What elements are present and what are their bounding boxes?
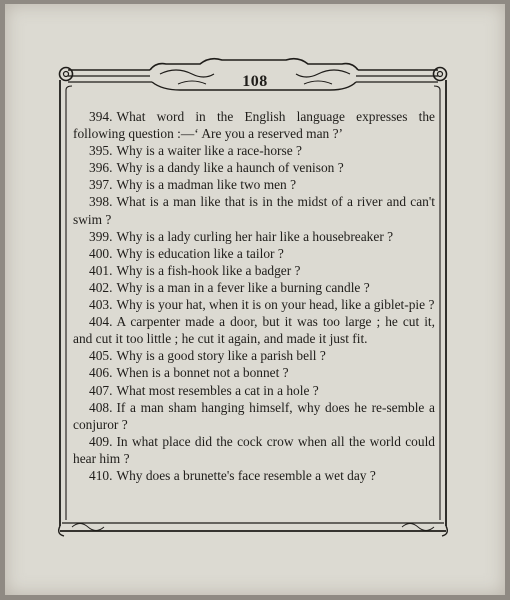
riddle-text: When is a bonnet not a bonnet ? [116,365,289,381]
riddle-text: Why is a fish-hook like a badger ? [116,262,301,278]
riddle-item [73,467,435,484]
riddle-number: 398. [89,194,113,210]
riddle-text: Why is a madman like two men ? [116,177,297,193]
riddle-item [73,313,435,347]
riddle-text: What most resembles a cat in a hole ? [116,382,319,398]
riddle-number: 406. [89,365,113,381]
riddle-number: 399. [89,228,113,244]
riddle-text: Why is your hat, when it is on your head, like a giblet-pie ? [116,297,435,313]
riddle-number: 402. [89,279,113,295]
riddle-number: 396. [89,160,113,176]
riddle-text: Why is a good story like a parish bell ? [116,348,326,364]
riddle-item [73,228,435,245]
riddle-number: 405. [89,348,113,364]
riddle-number: 408. [89,399,113,415]
riddle-item [73,176,435,193]
riddle-item [73,159,435,176]
riddle-number: 401. [89,262,113,278]
riddle-text: In what place did the cock crow when all the world could hear him ? [73,433,435,466]
page-number: 108 [242,73,268,90]
riddle-number: 410. [89,467,113,483]
riddle-text: Why does a brunette's face resemble a wet day ? [116,467,376,483]
riddle-item [73,142,435,159]
riddle-text: What is a man like that is in the midst of a river and can't swim ? [73,194,435,227]
riddle-number: 397. [89,177,113,193]
riddle-item [73,433,435,467]
riddle-item [73,262,435,279]
riddle-item [73,193,435,227]
riddle-item [73,108,435,142]
riddle-number: 403. [89,297,113,313]
riddle-item [73,382,435,399]
riddle-item [73,399,435,433]
riddle-text: A carpenter made a door, but it was too large ; he cut it, and cut it too little ; he cut it again, and made it just fit. [73,314,435,347]
riddle-number: 409. [89,433,113,449]
riddle-text: Why is a waiter like a race-horse ? [116,143,302,159]
riddle-text: Why is a lady curling her hair like a housebreaker ? [116,228,394,244]
riddle-item [73,347,435,364]
riddle-number: 407. [89,382,113,398]
riddle-text: If a man sham hanging himself, why does he re-semble a conjuror ? [73,399,435,432]
riddle-number: 400. [89,245,113,261]
riddle-number: 395. [89,143,113,159]
riddle-number: 404. [89,314,113,330]
riddle-item [73,364,435,381]
riddle-text: What word in the English language expresses the following question :—‘ Are you a reserved man ?’ [73,109,435,142]
riddle-item [73,296,435,313]
riddle-list [73,108,435,484]
riddle-item [73,279,435,296]
riddle-text: Why is education like a tailor ? [116,245,284,261]
riddle-item [73,245,435,262]
riddle-text: Why is a man in a fever like a burning candle ? [116,279,370,295]
riddle-text: Why is a dandy like a haunch of venison ? [116,160,344,176]
riddle-number: 394. [89,109,113,124]
